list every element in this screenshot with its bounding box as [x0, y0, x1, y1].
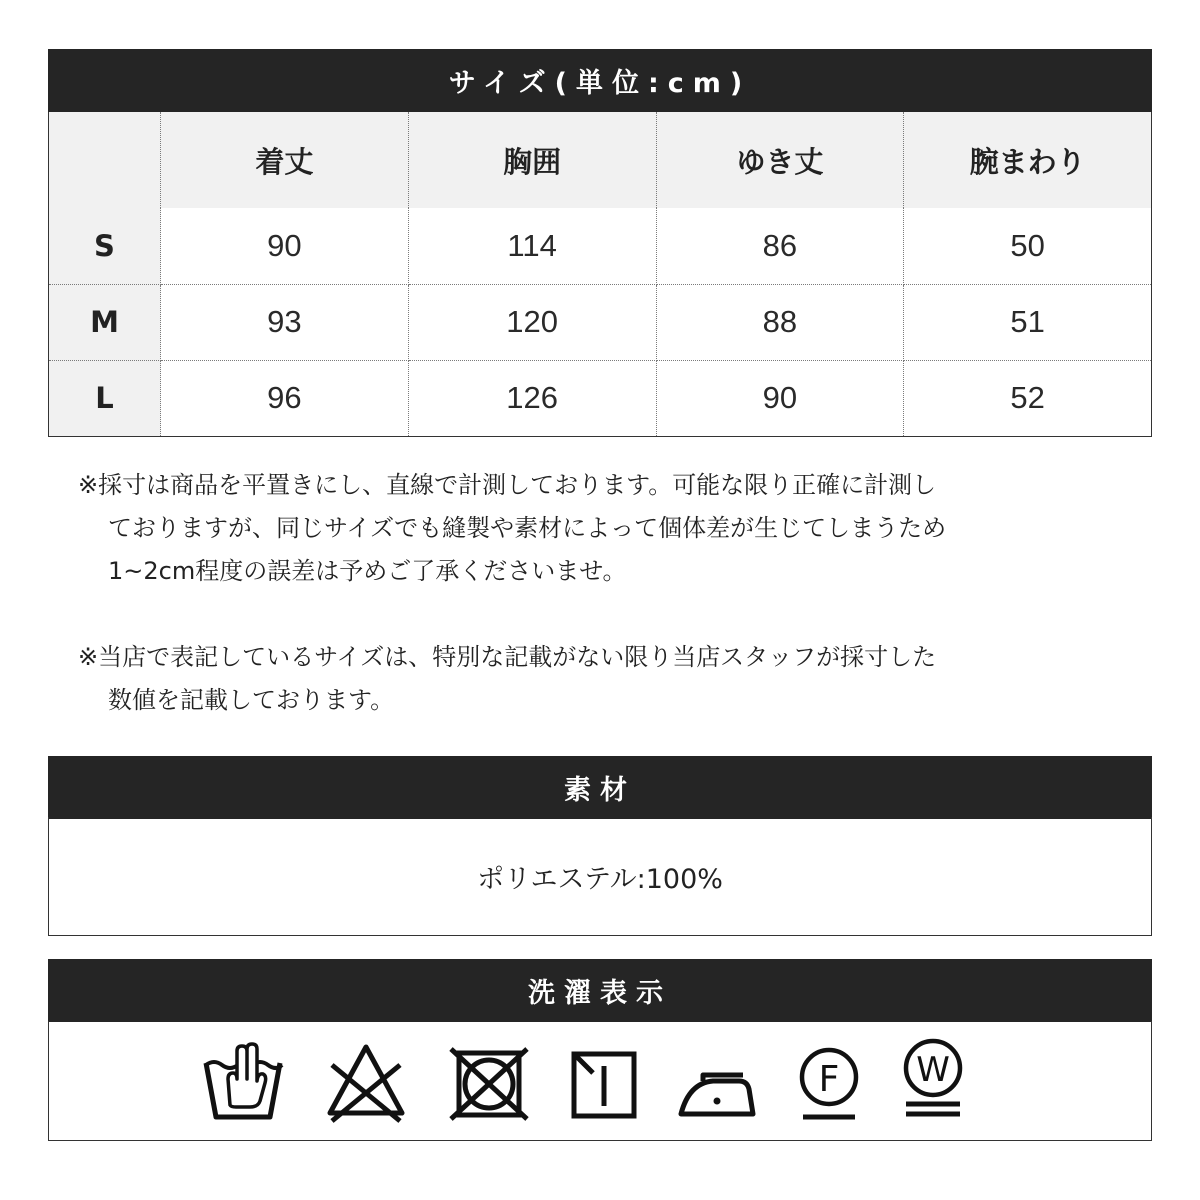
table-cell: 93 — [161, 284, 409, 360]
table-row — [49, 284, 1152, 360]
row-header-size: L — [49, 360, 161, 436]
size-notes — [78, 464, 1158, 765]
table-cell: 96 — [161, 360, 409, 436]
table-cell: 120 — [408, 284, 656, 360]
size-table-header-row — [49, 112, 1152, 208]
column-header: ゆき丈 — [656, 112, 904, 208]
table-cell: 86 — [656, 208, 904, 284]
no-tumble-dry-icon — [447, 1021, 531, 1141]
care-section-header — [48, 959, 1152, 1022]
note-measurement — [78, 464, 1158, 593]
dry-clean-f-icon — [799, 1021, 859, 1141]
table-cell: 126 — [408, 360, 656, 436]
material-section-title: 素材 — [564, 775, 636, 806]
note-line: ※当店で表記しているサイズは、特別な記載がない限り当店スタッフが採寸した — [78, 643, 937, 671]
wet-clean-letter: W — [916, 1050, 950, 1090]
note-line: 数値を記載しております。 — [108, 686, 395, 714]
table-row — [49, 208, 1152, 284]
care-symbols-box — [48, 1021, 1152, 1141]
table-cell: 88 — [656, 284, 904, 360]
row-header-size: M — [49, 284, 161, 360]
hand-wash-icon — [202, 1021, 284, 1141]
material-section-header — [48, 756, 1152, 819]
material-box — [48, 817, 1152, 936]
size-section-title: サイズ(単位:cm) — [448, 68, 752, 99]
table-cell: 52 — [904, 360, 1152, 436]
line-dry-shade-icon — [569, 1021, 639, 1141]
size-table — [48, 112, 1152, 437]
table-cell: 90 — [656, 360, 904, 436]
row-header-size: S — [49, 208, 161, 284]
note-staff-measured — [78, 636, 1158, 722]
wet-clean-w-icon — [902, 1021, 964, 1141]
column-header: 着丈 — [161, 112, 409, 208]
column-header: 腕まわり — [904, 112, 1152, 208]
size-section-header — [48, 49, 1152, 112]
table-cell: 50 — [904, 208, 1152, 284]
note-line: ※採寸は商品を平置きにし、直線で計測しております。可能な限り正確に計測し — [78, 471, 937, 499]
no-bleach-icon — [324, 1021, 408, 1141]
material-content: ポリエステル:100% — [477, 863, 723, 895]
size-table-corner-cell — [49, 112, 161, 208]
table-cell: 114 — [408, 208, 656, 284]
note-line: ておりますが、同じサイズでも縫製や素材によって個体差が生じてしまうため — [108, 514, 947, 542]
table-cell: 90 — [161, 208, 409, 284]
iron-low-icon — [677, 1021, 757, 1141]
note-line: 1~2cm程度の誤差は予めご了承くださいませ。 — [108, 557, 627, 585]
table-row — [49, 360, 1152, 436]
column-header: 胸囲 — [408, 112, 656, 208]
table-cell: 51 — [904, 284, 1152, 360]
care-section-title: 洗濯表示 — [528, 978, 672, 1009]
dry-clean-letter: F — [818, 1059, 840, 1100]
